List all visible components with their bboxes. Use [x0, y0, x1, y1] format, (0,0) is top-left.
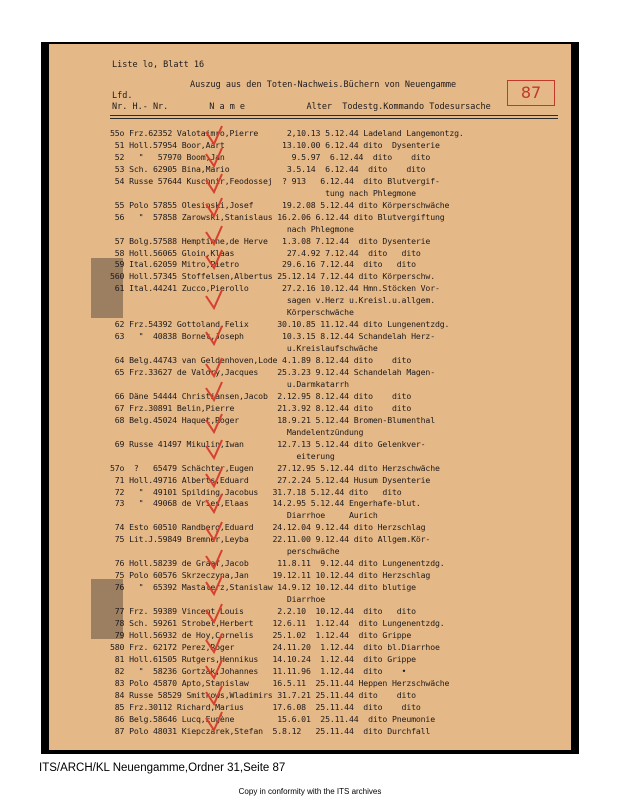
- list-item: Körperschwäche: [110, 307, 354, 318]
- list-item: 71 Holl.49716 Alberts,Eduard 27.2.24 5.12.44 Husum Dysenterie: [110, 474, 431, 485]
- list-item: 580 Frz. 62172 Perez,Roger 24.11.20 1.12.44 dito bl.Diarrhoe: [110, 641, 440, 652]
- check-mark: [206, 550, 222, 568]
- list-item: u.Darmkatarrh: [110, 378, 349, 389]
- list-item: 63 " 40838 Bornet,Joseph 10.3.15 8.12.44 Schandelah Herz-: [110, 331, 435, 342]
- list-line: Liste lo, Blatt 16: [112, 60, 205, 70]
- list-item: 72 " 49101 Spilding,Jacobus 31.7.18 5.12.44 dito dito: [110, 486, 402, 497]
- document-title: Auszug aus den Toten-Nachweis.Büchern von Neuengamme: [190, 80, 457, 90]
- check-mark: [206, 290, 222, 308]
- list-item: Mandelentzündung: [110, 426, 364, 437]
- list-item: 85 Frz.30112 Richard,Marius 17.6.08 25.11.44 dito dito: [110, 701, 421, 712]
- list-item: 86 Belg.58646 Lucq,Eugène 15.6.01 25.11.44 dito Pneumonie: [110, 713, 435, 724]
- list-item: 69 Russe 41497 Mikulin,Iwan 12.7.13 5.12.44 dito Gelenkver-: [110, 438, 426, 449]
- list-item: 53 Sch. 62905 Bina,Mario 3.5.14 6.12.44 dito dito: [110, 163, 426, 174]
- list-item: 67 Frz.30891 Belin,Pierre 21.3.92 8.12.44 dito dito: [110, 402, 412, 413]
- list-item: u.Kreislaufschwäche: [110, 343, 378, 354]
- check-mark: [206, 148, 222, 166]
- list-item: 56 " 57858 Zarowski,Stanislaus 16.2.06 6.12.44 dito Blutvergiftung: [110, 211, 445, 222]
- check-mark: [206, 250, 222, 268]
- list-item: 57o ? 65479 Schächter,Eugen 27.12.95 5.12.44 dito Herzschwäche: [110, 462, 440, 473]
- check-mark: [206, 198, 222, 216]
- list-item: 55o Frz.62352 Valotaimro,Pierre 2,10.13 5.12.44 Ladeland Langemontzg.: [110, 128, 464, 138]
- check-mark: [206, 494, 222, 512]
- list-item: 83 Polo 45870 Apto,Stanislaw 16.5.11 25.11.44 Heppen Herzschwäche: [110, 677, 450, 688]
- check-mark: [206, 358, 222, 376]
- list-item: 74 Esto 60510 Randberg,Eduard 24.12.04 9.12.44 dito Herzschlag: [110, 522, 426, 533]
- list-item: 61 Ital.44241 Zucco,Pierollo 27.2.16 10.12.44 Hmn.Stöcken Vor-: [110, 283, 440, 294]
- list-item: eiterung: [110, 450, 335, 461]
- archive-reference: ITS/ARCH/KL Neuengamme,Ordner 31,Seite 87: [39, 762, 286, 774]
- page-number-stamp: 87: [507, 80, 555, 106]
- list-item: 52 " 57970 Boom,Jan 9.5.97 6.12.44 dito dito: [110, 151, 431, 162]
- list-item: 65 Frz.33627 de Valory,Jacques 25.3.23 9.12.44 Schandelah Magen-: [110, 367, 435, 377]
- list-item: 81 Holl.61505 Rutgers,Hennikus 14.10.24 1.12.44 dito Grippe: [110, 653, 416, 664]
- copy-note: Copy in conformity with the ITS archives: [238, 787, 382, 796]
- list-item: 84 Russe 58529 Smitkows,Wladimirs 31.7.21 25.11.44 dito dito: [110, 689, 416, 700]
- list-item: 75 Polo 60576 Skrzeczyna,Jan 19.12.11 10.12.44 dito Herzschlag: [110, 570, 431, 581]
- list-item: 73 " 49068 de Vries,Elaas 14.2.95 5.12.44 Engerhafe-blut.: [110, 498, 421, 509]
- check-mark: [206, 686, 222, 704]
- list-item: 55 Polo 57855 Olesinski,Josef 19.2.08 5.12.44 dito Körperschwäche: [110, 199, 450, 210]
- list-item: Diarrhoe Aurich: [110, 510, 378, 521]
- list-item: 560 Holl.57345 Stoffelsen,Albertus 25.12.14 7.12.44 dito Körperschw.: [110, 271, 435, 282]
- list-item: 64 Belg.44743 van Geldenhoven,Lode 4.1.89 8.12.44 dito dito: [110, 355, 412, 365]
- list-item: 68 Belg.45024 Haquet,Roger 18.9.21 5.12.44 Bromen-Blumenthal: [110, 414, 435, 425]
- list-item: 79 Holl.56932 de Hoy,Cornelis 25.1.02 1.12.44 dito Grippe: [110, 629, 412, 640]
- check-mark: [206, 440, 222, 458]
- check-mark: [206, 576, 222, 594]
- lfd-label: Lfd.: [112, 91, 133, 101]
- check-mark: [206, 634, 222, 652]
- list-item: 76 Holl.58239 de Graaf,Jacob 11.8.11 9.12.44 dito Lungenentzdg.: [110, 558, 445, 569]
- check-mark: [206, 522, 222, 540]
- list-item: 57 Bolg.57588 Hemptinne,de Herve 1.3.08 7.12.44 dito Dysenterie: [110, 235, 431, 246]
- list-item: 54 Russe 57644 Kuschnir,Feodossej ? 913 6.12.44 dito Blutvergif-: [110, 175, 440, 186]
- check-mark: [206, 174, 222, 192]
- list-item: tung nach Phlegmone: [110, 187, 416, 198]
- check-mark: [206, 326, 222, 344]
- list-item: 59 Ital.62059 Mitro,Pietro 29.6.16 7.12.44 dito dito: [110, 259, 416, 270]
- list-item: 51 Holl.57954 Boor,Aart 13.10.00 6.12.44 dito Dysenterie: [110, 139, 440, 150]
- check-mark: [206, 604, 222, 622]
- check-mark: [206, 414, 222, 432]
- check-mark: [206, 712, 222, 730]
- list-item: 62 Frz.54392 Gottoland,Felix 30.10.85 11.12.44 dito Lungenentzdg.: [110, 319, 450, 330]
- list-item: 87 Polo 48031 Kiepczarek,Stefan 5.8.12 25.11.44 dito Durchfall: [110, 725, 431, 736]
- list-item: nach Phlegmone: [110, 223, 354, 234]
- list-item: 77 Frz. 59389 Vincent,Louis 2.2.10 10.12.44 dito dito: [110, 606, 416, 616]
- list-item: 76 " 65392 Mastalerz,Stanislaw 14.9.12 10.12.44 dito blutige: [110, 582, 416, 593]
- list-item: 78 Sch. 59261 Strobel,Herbert 12.6.11 1.12.44 dito Lungenentzdg.: [110, 618, 445, 628]
- list-item: sagen v.Herz u.Kreisl.u.allgem.: [110, 295, 435, 306]
- column-headers: Nr. H.- Nr. N a m e Alter Todestg.Kommando Todesursache: [112, 102, 491, 112]
- check-mark: [206, 660, 222, 678]
- check-mark: [206, 382, 222, 400]
- list-item: Diarrhoe: [110, 594, 326, 604]
- list-item: 82 " 58236 Gortzak,Johannes 11.11.96 1.12.44 dito •: [110, 665, 407, 676]
- list-item: 58 Holl.56065 Gloin,Klaas 27.4.92 7.12.44 dito dito: [110, 247, 421, 258]
- list-item: 75 Lit.J.59849 Bremner,Leyba 22.11.00 9.12.44 dito Allgem.Kör-: [110, 534, 431, 545]
- check-mark: [206, 468, 222, 486]
- list-item: perschwäche: [110, 546, 340, 557]
- check-mark: [206, 126, 222, 144]
- list-item: 66 Däne 54444 Christiansen,Jacob 2.12.95 8.12.44 dito dito: [110, 390, 412, 401]
- check-mark: [206, 226, 222, 244]
